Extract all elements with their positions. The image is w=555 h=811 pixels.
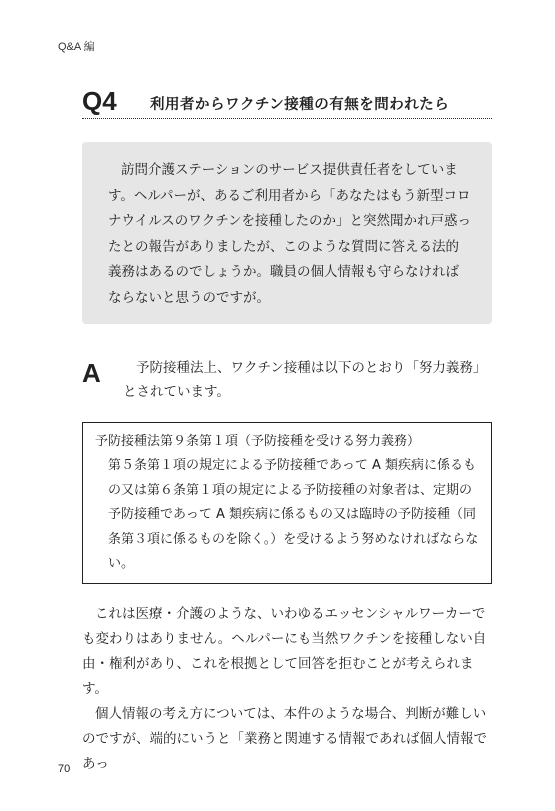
- law-body: 第５条第１項の規定による予防接種であって A 類疾病に係るもの又は第６条第１項の規定による予防接種の対象者は、定期の予防接種であって A 類疾病に係るもの又は臨時の予防接種（同条第３項に係るものを除く。）を受けるよう努めなければならない。: [108, 458, 479, 571]
- answer-mark: A: [82, 358, 101, 388]
- question-box: [82, 142, 492, 324]
- law-title: 予防接種法第９条第１項（予防接種を受ける努力義務）: [95, 434, 421, 449]
- law-quote-box: [82, 422, 492, 584]
- page-number: 70: [58, 763, 71, 775]
- running-header: Q&A 編: [58, 41, 95, 53]
- answer-intro: 予防接種法上、ワクチン接種は以下のとおり「努力義務」とされています。: [123, 360, 487, 400]
- answer-paragraph: 個人情報の考え方については、本件のような場合、判断が難しいのですが、端的にいうと「業務と関連する情報であれば個人情報であっ: [82, 706, 487, 772]
- question-title-bar: [82, 86, 492, 119]
- question-heading: 利用者からワクチン接種の有無を問われたら: [150, 97, 450, 113]
- answer-body: [82, 602, 494, 777]
- question-body: 訪問介護ステーションのサービス提供責任者をしています。ヘルパーが、あるご利用者から「あなたはもう新型コロナウイルスのワクチンを接種したのか」と突然聞かれ戸惑ったとの報告がありましたが、このような質問に答える法的義務はあるのでしょうか。職員の個人情報も守らなければならないと思うのですが。: [108, 162, 472, 306]
- question-number: Q4: [82, 86, 117, 116]
- answer-paragraph: これは医療・介護のような、いわゆるエッセンシャルワーカーでも変わりはありません。ヘルパーにも当然ワクチンを接種しない自由・権利があり、これを根拠として回答を拒むことが考えられます。: [82, 606, 487, 697]
